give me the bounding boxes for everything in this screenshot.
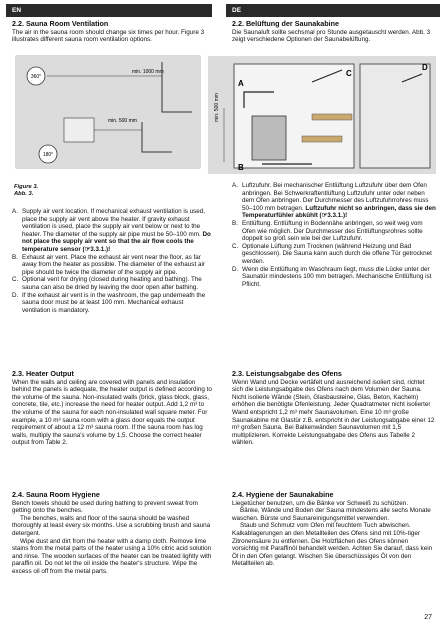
de-s23-body: Wenn Wand und Decke vertäfelt und ausreichend isoliert sind, richtet sich die Leistungsabgabe des Ofens nach dem Volumen der Sauna. Nicht isolierte Wände (Stein, Glasbausteine, Glas, Beton, Kacheln) erhöhen die benötigte Ofenleistung. Jeder Quadratmeter nicht isolierter Wand entspricht 1,2 m³ mehr Saunavolumen. Eine 10 m³ große Saunakabine mit Glastür z.B. entspricht in der Leistungsabgabe einer 12 m³ großen Sauna. Bei Balkenwänden Saunavolumen mit 1,5 multiplizieren. Korrekte Leistungsabgabe des Ofens aus Tabelle 2 wählen. (232, 378, 435, 447)
en-section-2-4 (12, 491, 212, 576)
en-s24-p3: Wipe dust and dirt from the heater with a damp cloth. Remove lime stains from the metal parts of the heater using a 10% citric acid solution and rinse. The wooden surfaces of the heater can be treated lightly with paraffin oil. Do not let the oil inside the heater's structure. Wipe the excess oil off from the metal parts. (12, 537, 212, 575)
de-list-text-a: Luftzufuhr. Bei mechanischer Entlüftung Luftzufuhr über dem Ofen anbringen. Bei Schwerkraftentlüftung Luftzufuhr unter oder neben dem Ofen anbringen. Der Durchmesser des Luftzufuhrrohres muss 50–100 mm betragen. (242, 182, 429, 212)
en-list-key-b: B. (12, 253, 18, 261)
label-a: A (238, 79, 244, 88)
page-number: 27 (424, 614, 432, 621)
en-list-text-d: If the exhaust air vent is in the washroom, the gap underneath the sauna door must be at least 100 mm. Mechanical exhaust ventilation is mandatory. (22, 291, 206, 314)
en-section-2-3 (12, 370, 212, 447)
de-s23-title: 2.3. Leistungsabgabe des Ofens (232, 369, 342, 378)
de-list-item-a (232, 182, 436, 220)
de-list-key-c: C. (232, 242, 239, 250)
de-list-text-b: Entlüftung. Entlüftung in Bodennähe anbringen, so weit weg vom Ofen wie möglich. Der Durchmesser des Entlüftungsrohres sollte doppelt so groß sein wie bei der Luftzufuhr. (242, 219, 423, 243)
en-s22-body: The air in the sauna room should change six times per hour. Figure 3 illustrates different sauna room ventilation options. (12, 28, 205, 44)
en-list-text-c: Optional vent for drying (closed during heating and bathing). The sauna can also be dried by leaving the door open after bathing. (22, 276, 202, 291)
en-s24-p2: The benches, walls and floor of the sauna should be washed thoroughly at least every six months. Use a scrubbing brush and sauna detergent. (12, 514, 211, 537)
de-section-2-2 (232, 20, 436, 44)
de-list-item-b (232, 220, 436, 243)
en-s23-title: 2.3. Heater Output (12, 369, 74, 378)
en-s24-title: 2.4. Sauna Room Hygiene (12, 490, 100, 499)
en-list-item-a (12, 208, 212, 254)
de-section-2-3 (232, 370, 436, 447)
de-list-key-d: D. (232, 265, 239, 273)
label-c: C (346, 69, 352, 78)
en-list-key-d: D. (12, 291, 19, 299)
de-list-item-c (232, 243, 436, 266)
de-s24-p3: Staub und Schmutz vom Ofen mit feuchtem Tuch abwischen. Kalkablagerungen an den Metallteilen des Ofens sind mit 10%-tiger Zitronensäure zu entfernen. Die Holzflächen des Ofens können vorsichtig mit Paraffinöl behandelt werden. Achten Sie darauf, dass kein Öl in den Ofen gelangt. Wischen Sie überschüssiges Öl von den Metallteilen ab. (232, 522, 433, 568)
en-list-item-c (12, 276, 212, 291)
en-list-bold-a: Do not place the supply air vent so that the air flow cools the temperature sensor (☞3.3.1.)! (22, 230, 211, 253)
label-d: D (422, 63, 428, 72)
de-vent-list (232, 182, 436, 288)
heater-plan-box (64, 118, 94, 142)
heater-elevation (252, 116, 286, 160)
header-bar-de: DE (226, 4, 440, 17)
bench-lower (302, 136, 342, 142)
de-s24-p2: Bänke, Wände und Boden der Sauna mindestens alle sechs Monate waschen. Bürste und Saunareinigungsmittel verwenden. (232, 507, 431, 522)
en-s23-body: When the walls and ceiling are covered with panels and insulation behind the panels is adequate, the heater output is defined according to the volume of the sauna. Non-insulated walls (brick, glass block, glass, concrete, tile, etc.) increase the need for heater output. Add 1,2 m³ to the volume of the sauna for each non-insulated wall square meter. For example, a 10 m³ sauna room with a glass door equals the output requirement of about a 12 m³ sauna room. If the sauna room has log walls, multiply the sauna's volume by 1,5. Choose the correct heater output from Table 2. (12, 378, 212, 447)
label-b: B (238, 163, 244, 172)
en-list-item-b (12, 254, 212, 277)
en-list-item-d (12, 292, 212, 315)
dim-text-1: min. 1000 mm (132, 69, 164, 75)
de-list-key-b: B. (232, 219, 238, 227)
de-s24-title: 2.4. Hygiene der Saunakabine (232, 490, 334, 499)
en-list-text-b: Exhaust air vent. Place the exhaust air vent near the floor, as far away from the heater as possible. The diameter of the exhaust air pipe should be twice the diameter of the supply air pipe. (22, 253, 205, 276)
de-s22-title: 2.2. Belüftung der Saunakabine (232, 19, 340, 28)
bench-upper (312, 114, 352, 120)
washroom (360, 64, 430, 168)
angle-360-text: 360° (30, 74, 42, 80)
en-s24-p1: Bench towels should be used during bathing to prevent sweat from getting onto the benches. (12, 499, 198, 515)
figure-caption-en: Figure 3. (14, 184, 39, 190)
dim-text-3: min. 500 mm (214, 93, 220, 122)
de-s22-body: Die Saunaluft sollte sechsmal pro Stunde ausgetauscht werden. Abb. 3 zeigt verschiedene Optionen der Saunabelüftung. (232, 28, 431, 44)
en-section-2-2 (12, 20, 212, 44)
angle-180-text: 180° (42, 152, 54, 158)
de-section-2-4 (232, 491, 436, 568)
en-list-key-a: A. (12, 208, 18, 215)
en-vent-list (12, 208, 212, 314)
figure-caption-de: Abb. 3. (14, 191, 34, 197)
dim-text-2: min. 500 mm (108, 118, 137, 124)
de-list-bold-a: Luftzufuhr nicht so anbringen, dass sie den Temperaturfühler abkühlt (☞3.3.1.)! (242, 204, 436, 220)
header-bar-en: EN (6, 4, 212, 17)
de-list-text-d: Wenn die Entlüftung im Waschraum liegt, muss die Lücke unter der Saunatür mindestens 100 mm betragen. Mechanische Entlüftung ist Pflicht. (242, 265, 432, 288)
en-list-text-a: Supply air vent location. If mechanical exhaust ventilation is used, place the supply air vent above the heater. If gravity exhaust ventilation is used, place the supply air vent below or next to the heater. The diameter of the supply air pipe must be 50–100 mm. (22, 208, 206, 238)
de-list-item-d (232, 266, 436, 289)
ventilation-figure (12, 52, 440, 178)
de-list-text-c: Optionale Lüftung zum Trocknen (während Heizung und Bad geschlossen). Die Sauna kann auch durch die offene Tür getrocknet werden. (242, 242, 432, 265)
en-s22-title: 2.2. Sauna Room Ventilation (12, 19, 109, 28)
en-list-key-c: C. (12, 276, 19, 284)
de-s24-p1: Liegetücher benutzen, um die Bänke vor Schweiß zu schützen. (232, 499, 409, 507)
de-list-key-a: A. (232, 182, 238, 189)
figure-caption (14, 184, 38, 198)
